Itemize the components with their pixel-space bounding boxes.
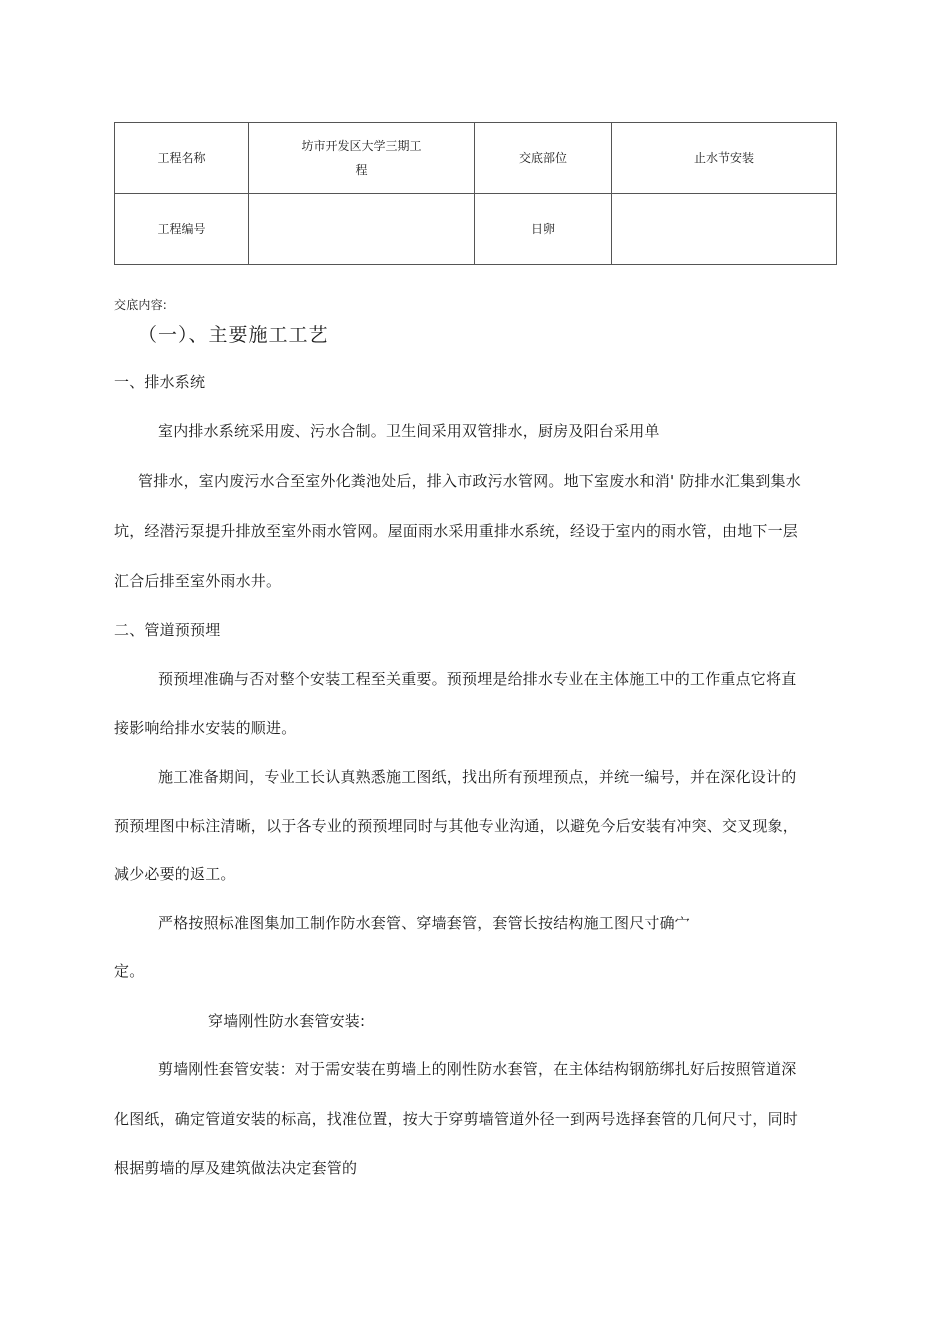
- paragraph-line: 接影响给排水安装的顺进。: [114, 719, 297, 737]
- table-row: [115, 123, 837, 194]
- paragraph-line: 预预埋准确与否对整个安装工程至关重要。预预埋是给排水专业在主体施工中的工作重点它将直: [158, 670, 797, 688]
- section1-title: 一、排水系统: [114, 373, 206, 391]
- paragraph-line: 管排水，室内废污水合至室外化粪池处后，排入市政污水管网。地下室废水和消' 防排水汇集到集水: [138, 472, 801, 490]
- paragraph-line: 室内排水系统采用废、污水合制。卫生间采用双管排水，厨房及阳台采用单: [158, 422, 660, 440]
- paragraph-line: 严格按照标准图集加工制作防水套管、穿墙套管，套管长按结构施工图尺寸确宀: [158, 914, 691, 932]
- date-value: [612, 194, 837, 265]
- paragraph-line: 根据剪墙的厚及建筑做法决定套管的: [114, 1159, 358, 1177]
- table-row: [115, 194, 837, 265]
- project-name-line1: 坊市开发区大学三期工: [301, 139, 422, 153]
- project-info-table: [114, 122, 837, 265]
- sub-heading: 穿墙刚性防水套管安装:: [208, 1012, 366, 1030]
- date-label: 日卵: [475, 194, 612, 265]
- project-name-label: 工程名称: [115, 123, 249, 194]
- paragraph-line: 化图纸，确定管道安装的标高，找准位置，按大于穿剪墙管道外径一到两号选择套管的几何尺寸，同时: [114, 1110, 799, 1128]
- paragraph-line: 施工准备期间，专业工长认真熟悉施工图纸，找出所有预埋预点，并统一编号，并在深化设计的: [158, 768, 797, 786]
- paragraph-line: 坑，经潜污泵提升排放至室外雨水管网。屋面雨水采用重排水系统，经设于室内的雨水管，由地下一层: [114, 522, 799, 540]
- handover-location-value: 止水节安装: [612, 123, 837, 194]
- project-number-value: [249, 194, 475, 265]
- handover-location-label: 交底部位: [475, 123, 612, 194]
- section2-title: 二、管道预预埋: [114, 621, 221, 639]
- project-name-line2: 程: [355, 163, 368, 177]
- paragraph-line: 减少必要的返工。: [114, 865, 236, 883]
- paragraph-line: 定。: [114, 962, 145, 980]
- paragraph-line: 预预埋图中标注清晰，以于各专业的预预埋同时与其他专业沟通，以避免今后安装有冲突、交叉现象，: [114, 817, 799, 835]
- paragraph-line: 汇合后排至室外雨水井。: [114, 572, 282, 590]
- intro-label: 交底内容:: [114, 298, 168, 312]
- project-number-label: 工程编号: [115, 194, 249, 265]
- paragraph-line: 剪墙刚性套管安装：对于需安装在剪墙上的刚性防水套管，在主体结构钢筋绑扎好后按照管道深: [158, 1060, 797, 1078]
- project-name-value: [249, 123, 475, 194]
- main-heading: （一）、主要施工工艺: [138, 324, 329, 346]
